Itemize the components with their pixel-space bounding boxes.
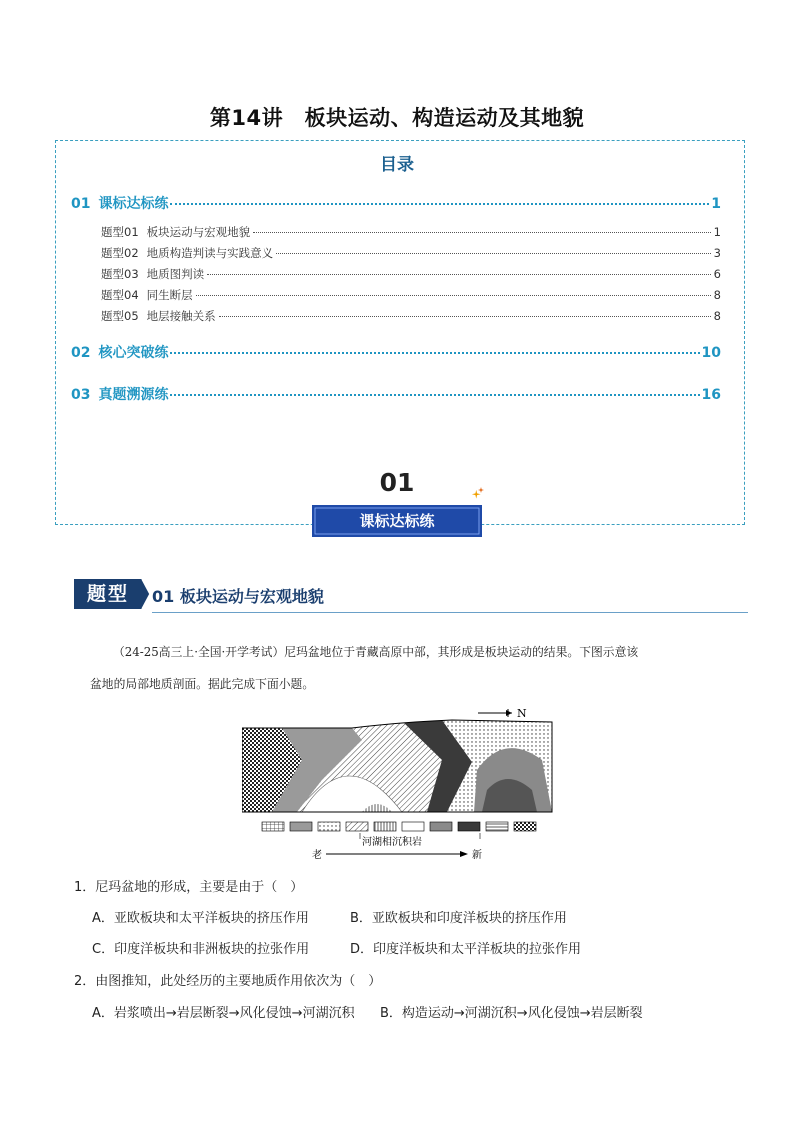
question-1-option-b[interactable]: B．亚欧板块和印度洋板块的挤压作用 — [350, 911, 567, 926]
toc-sub-label: 地质构造判读与实践意义 — [146, 246, 274, 260]
toc-section-num: 02 — [71, 345, 91, 361]
toc-sub-label: 地层接触关系 — [146, 309, 216, 323]
toc-subsection-02[interactable] — [101, 245, 721, 261]
toc-sub-page: 8 — [713, 309, 721, 323]
section-banner-label: 课标达标练 — [359, 512, 435, 530]
toc-leader — [207, 274, 711, 275]
toc-sub-page: 8 — [713, 288, 721, 302]
north-label: N — [517, 707, 527, 720]
toc-section-03[interactable] — [71, 384, 721, 404]
legend-caption: 河湖相沉积岩 — [362, 837, 422, 848]
toc-section-page: 16 — [701, 387, 721, 403]
geologic-section-figure — [242, 700, 562, 865]
intro-line-1: （24-25高三上·全国·开学考试）尼玛盆地位于青藏高原中部，其形成是板块运动的结果。下图示意该 — [113, 645, 639, 659]
toc-sub-label: 同生断层 — [146, 288, 193, 302]
toc-subsection-04[interactable] — [101, 287, 721, 303]
toc-section-page: 10 — [701, 345, 721, 361]
legend-new: 新 — [472, 850, 482, 861]
toc-section-label: 核心突破练 — [98, 345, 169, 361]
question-1-option-a[interactable]: A．亚欧板块和太平洋板块的挤压作用 — [92, 911, 309, 926]
toc-sub-page: 6 — [713, 267, 721, 281]
toc-section-num: 03 — [71, 387, 91, 403]
type-title: 01 板块运动与宏观地貌 — [152, 587, 324, 606]
toc-sub-num: 题型01 — [101, 225, 139, 239]
sparkle-icon — [468, 486, 486, 504]
toc-sub-num: 题型03 — [101, 267, 139, 281]
toc-leader — [170, 203, 709, 205]
toc-leader — [170, 394, 699, 396]
toc-section-01[interactable] — [71, 193, 721, 213]
toc-heading: 目录 — [380, 155, 414, 175]
figure-legend — [262, 822, 536, 831]
toc-sub-page: 3 — [713, 246, 721, 260]
question-2-stem: 2．由图推知，此处经历的主要地质作用依次为（ ） — [74, 974, 382, 989]
toc-sub-num: 题型04 — [101, 288, 139, 302]
toc-sub-label: 地质图判读 — [146, 267, 205, 281]
toc-leader — [170, 352, 699, 354]
question-1-option-c[interactable]: C．印度洋板块和非洲板块的拉张作用 — [92, 942, 310, 957]
legend-old: 老 — [312, 850, 322, 861]
type-underline — [152, 612, 748, 613]
toc-subsection-03[interactable] — [101, 266, 721, 282]
toc-leader — [276, 253, 711, 254]
toc-leader — [196, 295, 711, 296]
toc-sub-num: 题型05 — [101, 309, 139, 323]
toc-section-02[interactable] — [71, 342, 721, 362]
toc-sub-num: 题型02 — [101, 246, 139, 260]
question-1-option-d[interactable]: D．印度洋板块和太平洋板块的拉张作用 — [350, 942, 582, 957]
toc-section-label: 真题溯源练 — [98, 387, 169, 403]
toc-sub-label: 板块运动与宏观地貌 — [146, 225, 251, 239]
question-1-stem: 1．尼玛盆地的形成，主要是由于（ ） — [74, 880, 304, 895]
toc-leader — [219, 316, 711, 317]
page-title: 第14讲 板块运动、构造运动及其地貌 — [209, 106, 585, 130]
question-2-option-a[interactable]: A．岩浆喷出→岩层断裂→风化侵蚀→河湖沉积 — [92, 1006, 355, 1021]
toc-subsection-05[interactable] — [101, 308, 721, 324]
section-number: 01 — [379, 468, 415, 497]
toc-sub-page: 1 — [713, 225, 721, 239]
question-2-option-b[interactable]: B．构造运动→河湖沉积→风化侵蚀→岩层断裂 — [380, 1006, 643, 1021]
toc-section-page: 1 — [711, 196, 721, 212]
toc-leader — [253, 232, 711, 233]
type-badge: 题型 — [86, 583, 129, 605]
toc-subsection-01[interactable] — [101, 224, 721, 240]
toc-section-num: 01 — [71, 196, 91, 212]
toc-section-label: 课标达标练 — [98, 196, 169, 212]
intro-line-2: 盆地的局部地质剖面。据此完成下面小题。 — [90, 677, 315, 691]
